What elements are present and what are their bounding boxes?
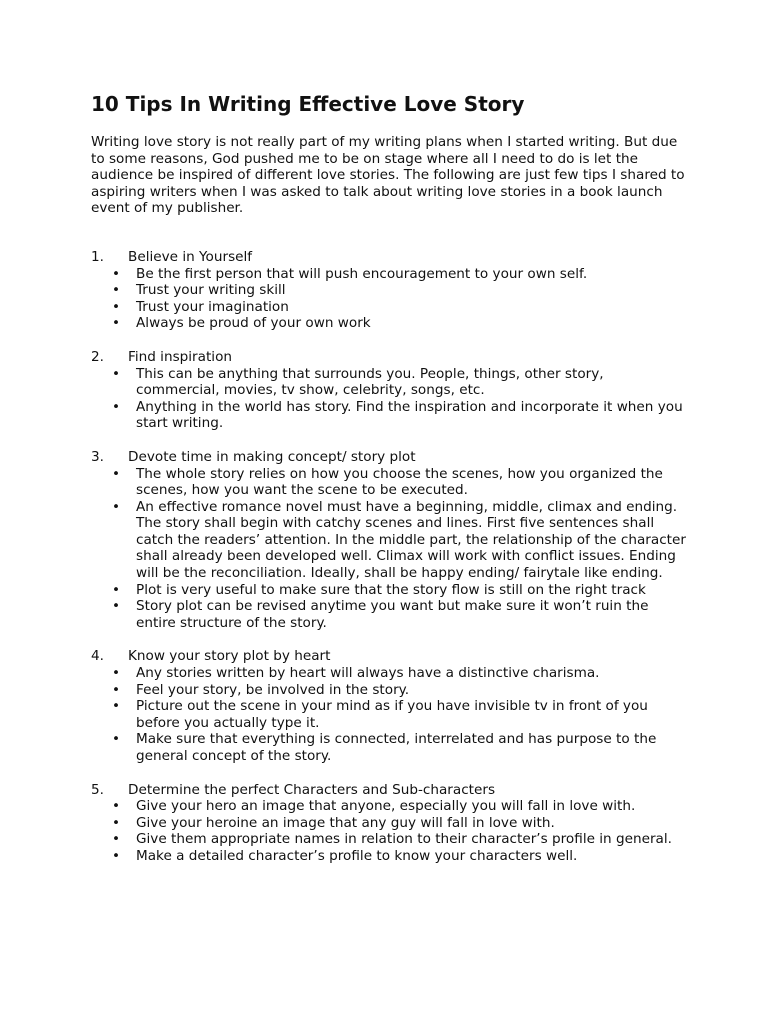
list-item [91,499,691,582]
list-item [91,815,691,832]
bullet-icon: • [112,798,121,815]
tip-heading [91,349,691,366]
bullet-text: This can be anything that surrounds you. People, things, other story, commercial, movies, tv show, celebrity, songs, etc. [136,365,604,399]
bullet-list [91,466,691,632]
intro-paragraph: Writing love story is not really part of my writing plans when I started writing. But due to some reasons, God pushed me to be on stage where all I need to do is let the audience be inspired of different love stories. The following are just few tips I shared to aspiring writers when I was asked to talk about writing love stories in a book launch event of my publisher. [91,134,685,217]
list-item [91,731,691,764]
bullet-list [91,366,691,432]
bullet-icon: • [112,581,121,598]
list-item [91,282,691,299]
bullet-text: Any stories written by heart will always have a distinctive charisma. [136,665,600,682]
tip-number: 3. [91,448,104,465]
list-item [91,831,691,848]
list-item [91,315,691,332]
bullet-text: Feel your story, be involved in the story. [136,681,410,698]
bullet-icon: • [112,282,121,299]
list-item [91,366,691,399]
bullet-text: Picture out the scene in your mind as if you have invisible tv in front of you before you actually type it. [136,698,648,731]
bullet-icon: • [112,731,121,748]
list-item [91,848,691,865]
tip-heading-text: Determine the perfect Characters and Sub-characters [128,781,496,798]
tip-number: 5. [91,781,104,798]
bullet-text: Give your hero an image that anyone, especially you will fall in love with. [136,798,636,815]
tip-section [91,249,691,332]
bullet-text: Give your heroine an image that any guy will fall in love with. [136,814,555,831]
bullet-icon: • [112,681,121,698]
tip-heading-text: Believe in Yourself [128,248,253,265]
bullet-text: Be the first person that will push encouragement to your own self. [136,265,588,282]
bullet-icon: • [112,298,121,315]
tip-number: 4. [91,648,104,665]
bullet-text: An effective romance novel must have a beginning, middle, climax and ending. The story shall begin with catchy scenes and lines. First five sentences shall catch the readers’ attention. In the middle part, the relationship of the character shall already been developed well. Climax will work with conflict issues. Ending will be the reconciliation. Ideally, shall be happy ending/ fairytale like ending. [136,498,686,582]
bullet-text: Story plot can be revised anytime you want but make sure it won’t ruin the entire structure of the story. [136,598,649,631]
bullet-list [91,266,691,332]
bullet-icon: • [112,465,121,482]
tip-heading [91,782,691,799]
bullet-icon: • [112,365,121,382]
bullet-icon: • [112,315,121,332]
list-item [91,665,691,682]
list-item [91,598,691,631]
bullet-text: The whole story relies on how you choose the scenes, how you organized the scenes, how you want the scene to be executed. [136,465,663,499]
bullet-text: Trust your writing skill [136,282,286,299]
bullet-icon: • [112,398,121,415]
bullet-icon: • [112,598,121,615]
tip-heading [91,648,691,665]
list-item [91,682,691,699]
tip-number: 2. [91,348,104,365]
bullet-icon: • [112,831,121,848]
bullet-text: Plot is very useful to make sure that the story flow is still on the right track [136,581,646,598]
list-item [91,399,691,432]
bullet-text: Anything in the world has story. Find the inspiration and incorporate it when you start writing. [136,398,683,432]
bullet-text: Make a detailed character’s profile to know your characters well. [136,847,578,864]
bullet-text: Trust your imagination [136,298,289,315]
bullet-icon: • [112,847,121,864]
tip-section [91,349,691,432]
list-item [91,698,691,731]
document-page [91,90,691,882]
list-item [91,299,691,316]
tip-section [91,782,691,865]
tip-heading-text: Devote time in making concept/ story plot [128,448,416,465]
bullet-icon: • [112,265,121,282]
list-item [91,582,691,599]
list-item [91,266,691,283]
bullet-text: Always be proud of your own work [136,315,371,332]
list-item [91,798,691,815]
list-item [91,466,691,499]
document-title: 10 Tips In Writing Effective Love Story [91,92,525,116]
bullet-icon: • [112,498,121,515]
tip-section [91,449,691,632]
tip-heading-text: Know your story plot by heart [128,648,331,665]
tip-number: 1. [91,248,104,265]
bullet-text: Give them appropriate names in relation to their character’s profile in general. [136,831,672,848]
bullet-icon: • [112,698,121,715]
tip-heading-text: Find inspiration [128,348,233,365]
bullet-text: Make sure that everything is connected, interrelated and has purpose to the general concept of the story. [136,731,657,764]
tips-list [91,249,691,865]
tip-section [91,648,691,764]
bullet-list [91,665,691,765]
bullet-icon: • [112,814,121,831]
tip-heading [91,449,691,466]
tip-heading [91,249,691,266]
bullet-list [91,798,691,864]
bullet-icon: • [112,665,121,682]
